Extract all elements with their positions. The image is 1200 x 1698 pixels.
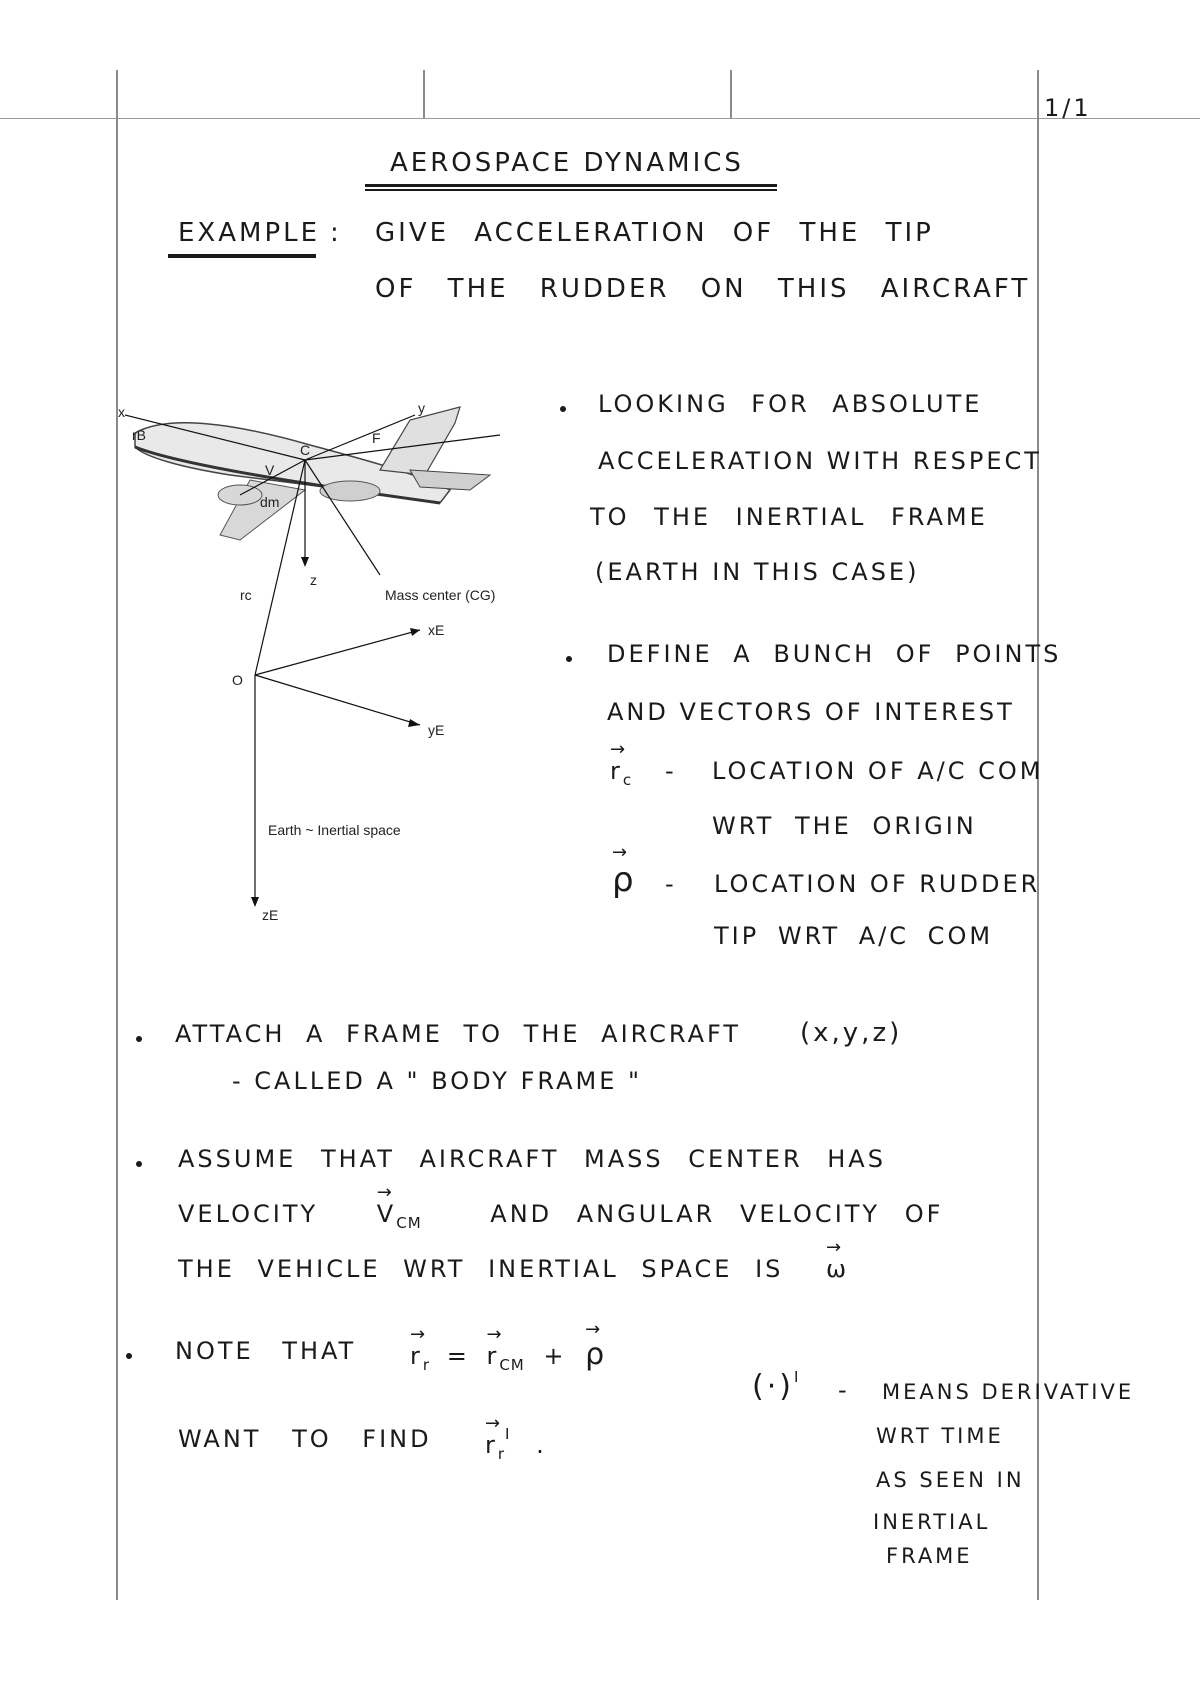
rc-subscript: c [622, 771, 633, 789]
rc-vector-symbol [610, 757, 632, 789]
eq-equals: = [446, 1342, 470, 1370]
label-dm: dm [260, 494, 280, 510]
aircraft-illustration [135, 407, 490, 540]
note-1-line-2: ACCELERATION WITH RESPECT [598, 447, 1042, 475]
example-underline [168, 254, 316, 258]
assume-angular-text: AND ANGULAR VELOCITY OF [490, 1200, 944, 1228]
label-rc: rc [240, 587, 252, 603]
want-sup: I [505, 1425, 510, 1443]
header-divider-2 [730, 70, 732, 118]
label-c: C [300, 442, 311, 458]
bullet-2 [566, 656, 572, 662]
page-number: 1/1 [1044, 94, 1092, 122]
want-r-sub: r [497, 1445, 506, 1463]
want-period: . [536, 1431, 547, 1459]
want-expression [485, 1425, 547, 1463]
deriv-line-1: MEANS DERIVATIVE [882, 1380, 1135, 1404]
eq-rcm-sub: CM [499, 1356, 525, 1374]
deriv-line-3: AS SEEN IN [876, 1468, 1025, 1492]
margin-line-right [1037, 70, 1039, 1600]
derivative-symbol [752, 1368, 798, 1404]
eq-r-sub: r [422, 1356, 431, 1374]
assume-v-vector: → V [377, 1200, 396, 1228]
rho-definition-2: TIP WRT A/C COM [714, 922, 994, 950]
label-y: y [418, 400, 425, 416]
example-colon: : [330, 218, 342, 248]
title-underline-2 [365, 189, 777, 191]
eq-r-vector: → r [410, 1342, 423, 1370]
want-r-vector: → r [485, 1431, 498, 1459]
label-rb: rB [132, 427, 146, 443]
page-title: AEROSPACE DYNAMICS [390, 148, 744, 178]
earth-axes [255, 630, 420, 905]
deriv-dash: - [838, 1376, 850, 1404]
assume-line-3 [178, 1255, 849, 1283]
label-v: V [265, 462, 275, 478]
note-1-line-1: LOOKING FOR ABSOLUTE [598, 390, 983, 418]
eq-plus: + [543, 1342, 567, 1370]
bullet-note [126, 1353, 132, 1359]
want-text: WANT TO FIND [178, 1425, 432, 1453]
attach-xyz: (x,y,z) [800, 1018, 903, 1048]
omega-vector: → ω [826, 1255, 849, 1283]
assume-line-2 [178, 1200, 943, 1232]
top-rule [0, 118, 1200, 119]
note-2-line-2: AND VECTORS OF INTEREST [607, 698, 1015, 726]
eq-rho-vector: → ρ [585, 1337, 607, 1372]
label-ye: yE [428, 722, 445, 738]
label-x: x [118, 404, 125, 420]
eq-rcm-vector: → r [486, 1342, 499, 1370]
rc-symbol: → r [610, 757, 623, 785]
arrowheads [251, 557, 420, 907]
attach-line-1: ATTACH A FRAME TO THE AIRCRAFT [175, 1020, 742, 1048]
note-2-line-1: DEFINE A BUNCH OF POINTS [607, 640, 1062, 668]
note-1-line-4: (EARTH IN THIS CASE) [595, 558, 920, 586]
bullet-1 [560, 406, 566, 412]
deriv-paren: (·) [752, 1369, 794, 1404]
bullet-assume [136, 1161, 142, 1167]
header-divider-1 [423, 70, 425, 118]
position-equation [410, 1337, 607, 1374]
example-line-1: GIVE ACCELERATION OF THE TIP [375, 218, 934, 248]
assume-line-1: ASSUME THAT AIRCRAFT MASS CENTER HAS [178, 1145, 886, 1173]
label-z: z [310, 572, 317, 588]
assume-line-3-text: THE VEHICLE WRT INERTIAL SPACE IS [178, 1255, 784, 1283]
aircraft-diagram [110, 395, 570, 935]
label-xe: xE [428, 622, 445, 638]
label-origin: O [232, 672, 243, 688]
example-line-2: OF THE RUDDER ON THIS AIRCRAFT [375, 274, 1031, 304]
attach-line-2: - CALLED A " BODY FRAME " [232, 1067, 643, 1095]
label-mass-center: Mass center (CG) [385, 587, 496, 603]
deriv-line-5: FRAME [886, 1544, 973, 1568]
deriv-line-2: WRT TIME [876, 1424, 1004, 1448]
rc-definition-1: LOCATION OF A/C COM [712, 757, 1044, 785]
rho-symbol: → ρ [612, 860, 637, 900]
rho-vector-symbol [612, 860, 637, 900]
rc-definition-2: WRT THE ORIGIN [712, 812, 977, 840]
deriv-sup: I [793, 1368, 799, 1386]
assume-velocity-label: VELOCITY [178, 1200, 319, 1228]
note-1-line-3: TO THE INERTIAL FRAME [590, 503, 988, 531]
rho-dash: - [665, 870, 677, 898]
deriv-line-4: INERTIAL [873, 1510, 991, 1534]
rho-definition-1: LOCATION OF RUDDER [714, 870, 1041, 898]
note-label: NOTE THAT [175, 1337, 357, 1365]
rc-dash: - [665, 757, 677, 785]
label-ze: zE [262, 907, 279, 923]
assume-v-subscript: CM [396, 1214, 422, 1232]
bullet-attach [136, 1036, 142, 1042]
example-label: EXAMPLE [178, 218, 321, 248]
label-earth: Earth ~ Inertial space [268, 822, 401, 838]
title-underline [365, 184, 777, 187]
label-f: F [372, 430, 381, 446]
